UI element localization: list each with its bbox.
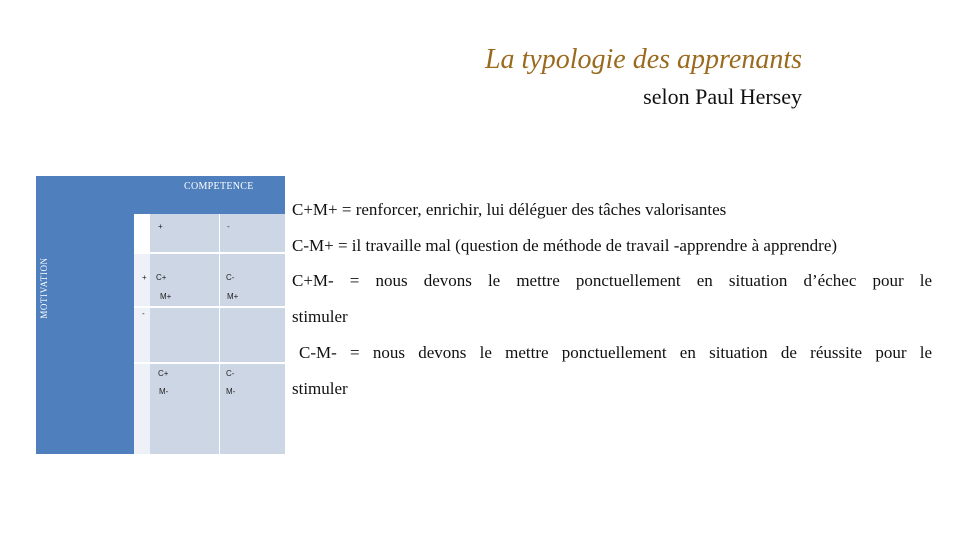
motivation-label: MOTIVATION [39,257,49,319]
explanation-c-plus-m-minus-cont: stimuler [292,307,348,326]
explanation-c-minus-m-minus-cont: stimuler [292,379,348,398]
explanation-c-plus-m-plus: C+M+ = renforcer, enrichir, lui déléguer des tâches valorisantes [292,200,727,219]
row-header-minus: - [142,309,145,318]
explanation-c-plus-m-minus: C+M- = nous devons le mettre ponctuellement en situation d’échec pour le [292,271,932,290]
cell-top-right-c: C- [226,273,235,282]
competence-label: COMPETENCE [184,181,254,192]
cell-top-right-m: M+ [227,292,239,301]
explanation-c-minus-m-minus: C-M- = nous devons le mettre ponctuellement en situation de réussite pour le [299,343,932,362]
column-header-plus: + [158,222,163,231]
row-header-plus: + [142,273,147,282]
cell-bottom-right-m: M- [226,387,236,396]
cell-top-left-m: M+ [160,292,172,301]
subtitle: selon Paul Hersey [643,84,802,109]
cell-top-left-c: C+ [156,273,167,282]
column-header-minus: - [227,222,230,231]
explanation-c-minus-m-plus: C-M+ = il travaille mal (question de méthode de travail -apprendre à apprendre) [292,236,838,255]
cell-bottom-left-c: C+ [158,369,169,378]
cell-bottom-left-m: M- [159,387,169,396]
title: La typologie des apprenants [484,44,802,75]
cell-bottom-right-c: C- [226,369,235,378]
